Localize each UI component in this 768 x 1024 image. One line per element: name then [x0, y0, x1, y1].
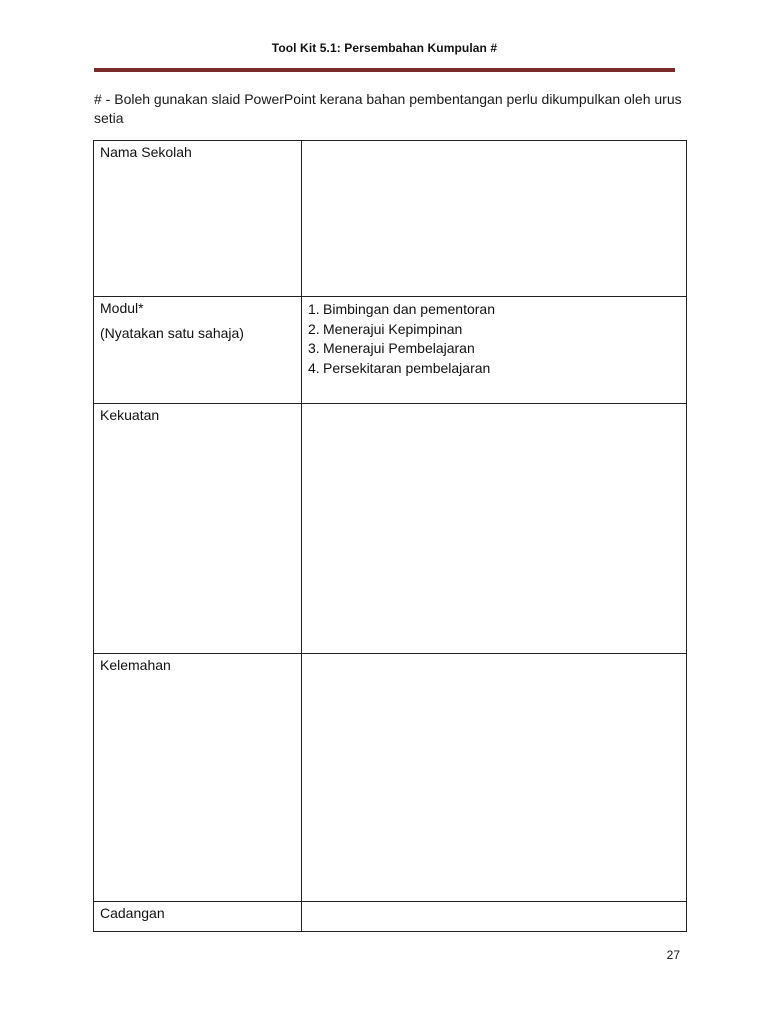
label-cell-kekuatan	[94, 404, 302, 654]
modul-option-1[interactable]: 1. Bimbingan dan pementoran	[308, 301, 496, 317]
nama-sekolah-field[interactable]	[302, 141, 687, 297]
modul-option-3[interactable]: 3. Menerajui Pembelajaran	[308, 340, 475, 356]
kelemahan-label: Kelemahan	[100, 657, 171, 673]
kekuatan-field[interactable]	[302, 404, 687, 654]
header-divider	[94, 68, 675, 72]
modul-options-cell	[302, 297, 687, 404]
modul-sublabel: (Nyatakan satu sahaja)	[100, 325, 244, 341]
nama-sekolah-label: Nama Sekolah	[100, 144, 192, 160]
label-cell-modul	[94, 297, 302, 404]
label-cell-kelemahan	[94, 654, 302, 902]
row-nama-sekolah	[94, 141, 687, 297]
page-title: Tool Kit 5.1: Persembahan Kumpulan #	[271, 41, 498, 55]
modul-option-4[interactable]: 4. Persekitaran pembelajaran	[308, 359, 491, 376]
row-cadangan	[94, 902, 687, 932]
kekuatan-label: Kekuatan	[100, 407, 160, 423]
cadangan-label: Cadangan	[100, 905, 165, 921]
page-number: 27	[666, 948, 680, 962]
presentation-form-table	[93, 140, 687, 932]
label-cell-nama-sekolah	[94, 141, 302, 297]
row-modul	[94, 297, 687, 404]
cadangan-field[interactable]	[302, 902, 687, 932]
modul-options-list	[308, 300, 680, 378]
row-kekuatan	[94, 404, 687, 654]
modul-label: Modul*	[100, 300, 144, 316]
label-cell-cadangan	[94, 902, 302, 932]
kelemahan-field[interactable]	[302, 654, 687, 902]
row-kelemahan	[94, 654, 687, 902]
modul-option-2[interactable]: 2. Menerajui Kepimpinan	[308, 320, 463, 337]
instruction-note: # - Boleh gunakan slaid PowerPoint kerana bahan pembentangan perlu dikumpulkan oleh urus setia	[94, 91, 682, 126]
